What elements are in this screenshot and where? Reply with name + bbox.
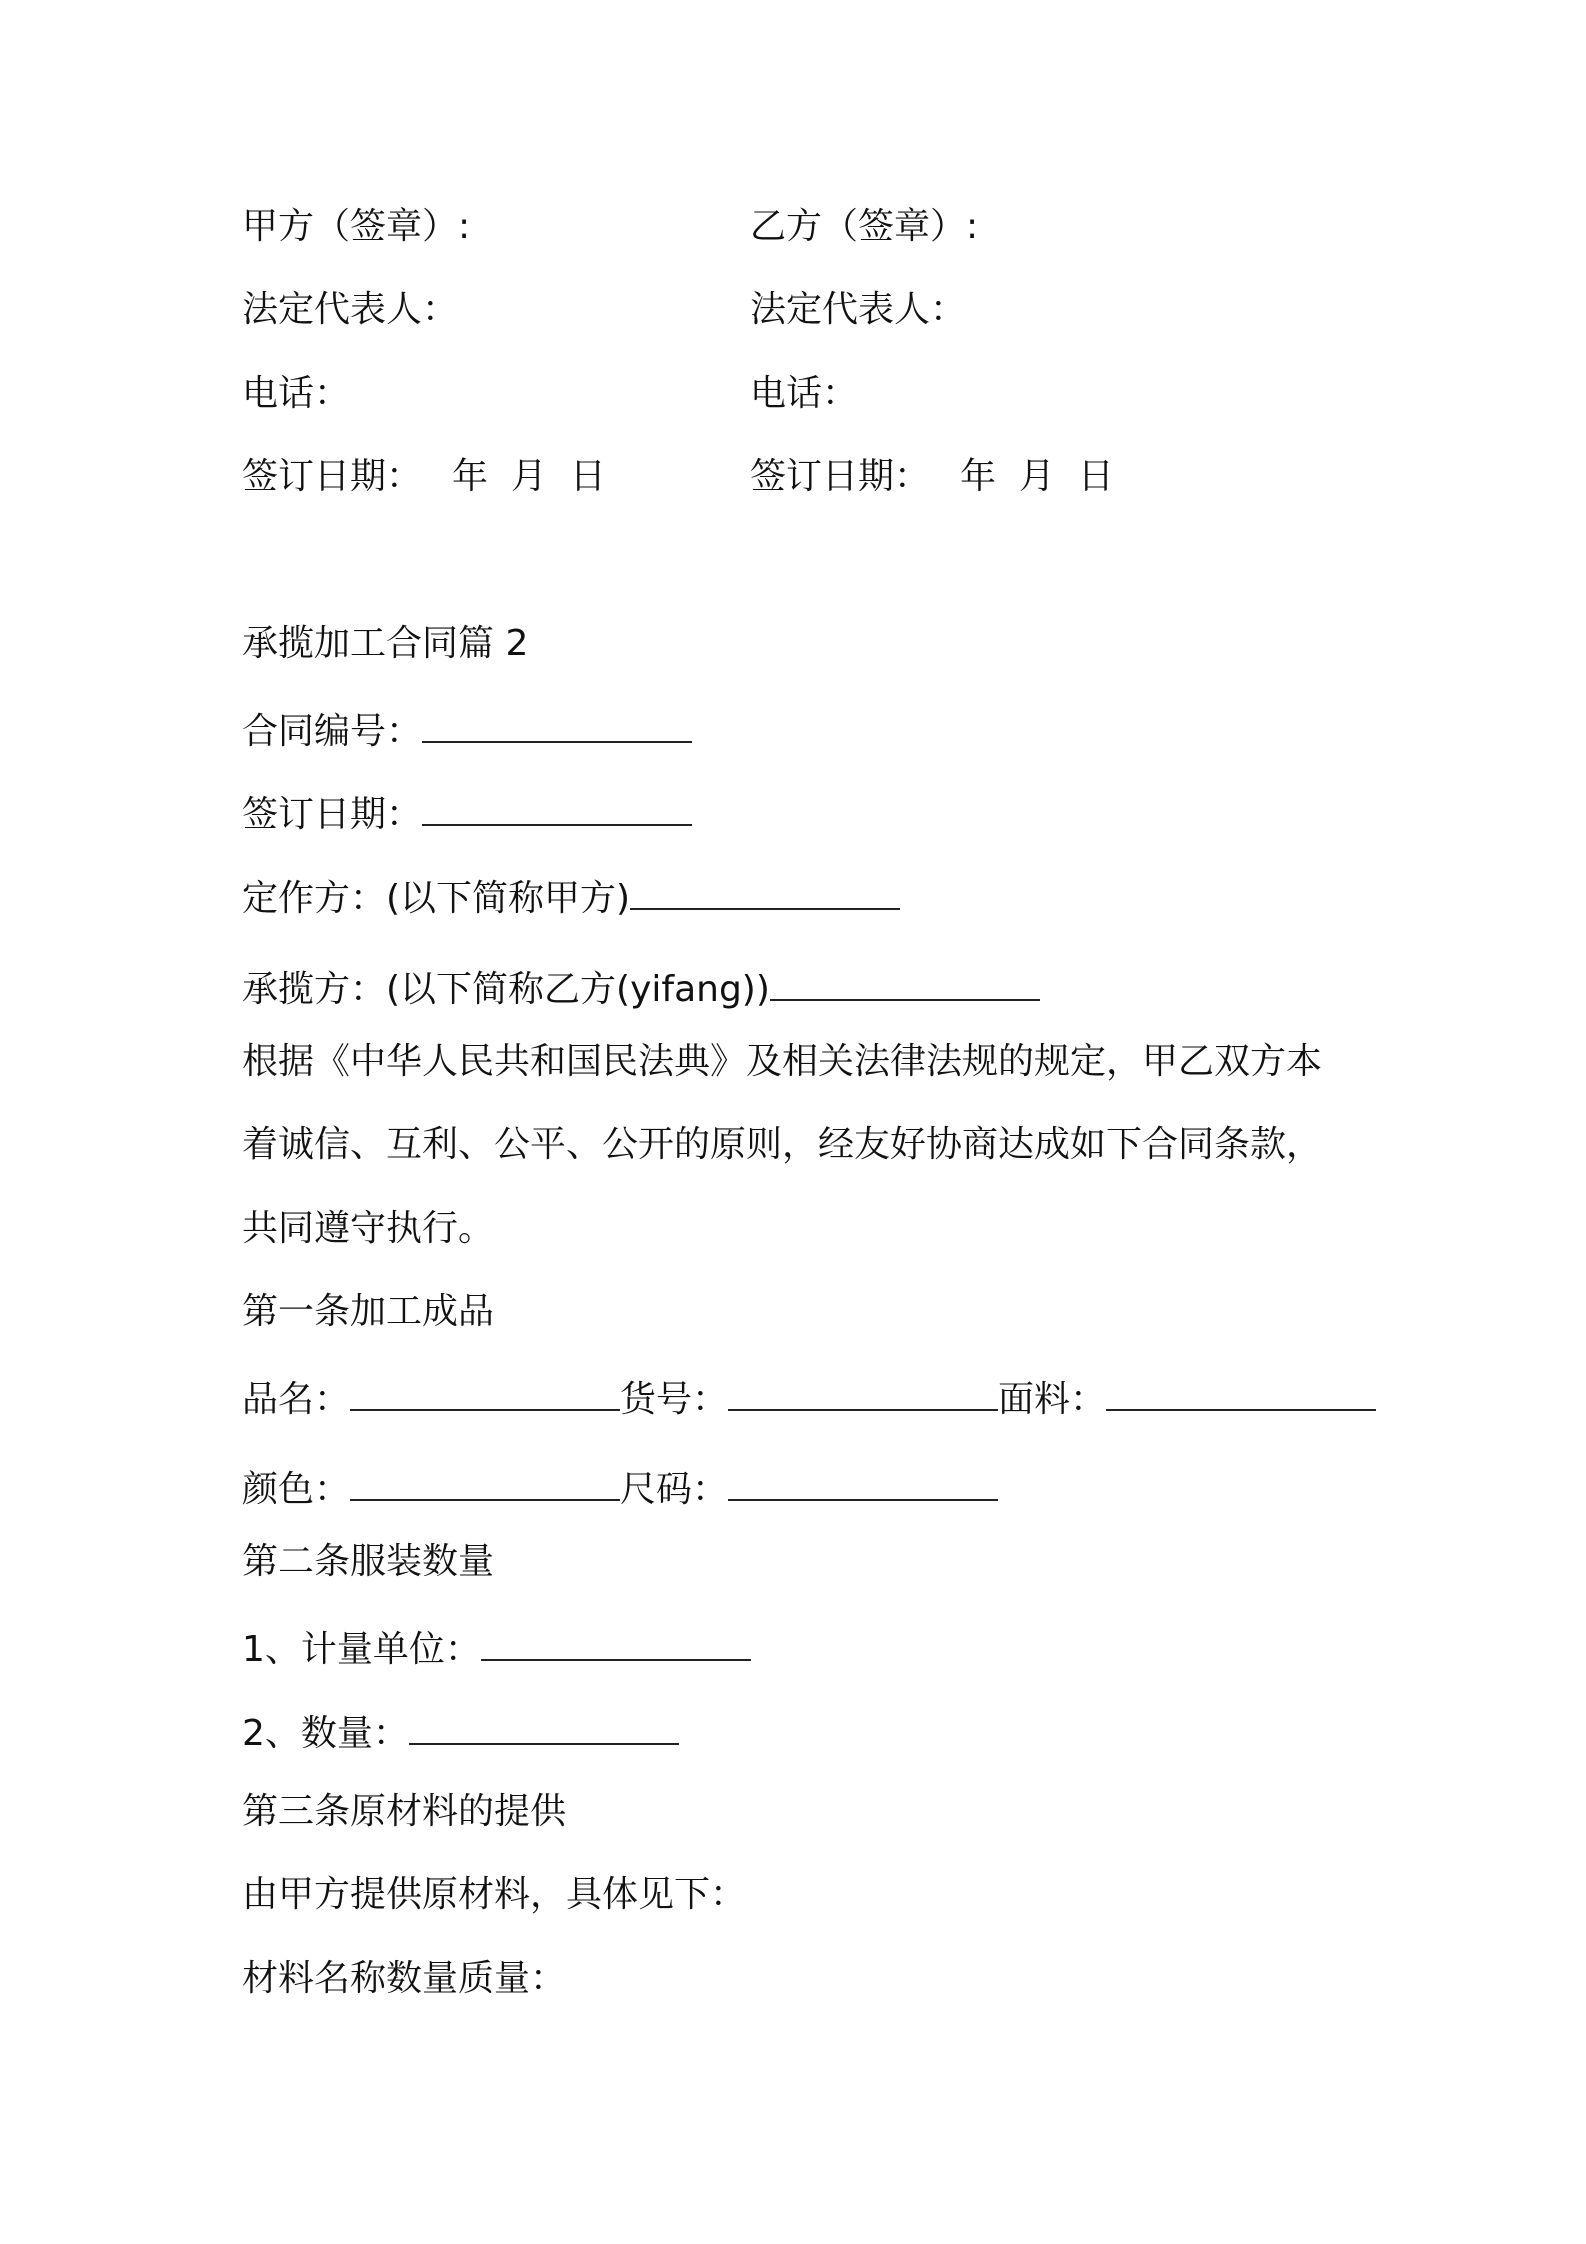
contract-title: 承揽加工合同篇 2 xyxy=(242,623,529,664)
sign-date-blank xyxy=(422,788,692,826)
party-a-month: 月 xyxy=(510,456,547,497)
product-line xyxy=(242,1373,1376,1421)
unit-blank xyxy=(481,1623,751,1661)
product-name-label: 品名： xyxy=(242,1379,351,1420)
quantity-label: 2、数量： xyxy=(242,1713,409,1754)
orderer-label: 定作方：(以下简称甲方) xyxy=(242,878,631,919)
party-b-phone-label: 电话： xyxy=(750,373,859,414)
party-b-date-label: 签订日期： xyxy=(750,456,931,497)
party-b-month: 月 xyxy=(1018,456,1055,497)
preamble-line-2: 着诚信、互利、公平、公开的原则，经友好协商达成如下合同条款， xyxy=(242,1124,1323,1165)
party-b-date xyxy=(750,455,1114,498)
party-a-date-label: 签订日期： xyxy=(242,456,423,497)
color-label: 颜色： xyxy=(242,1469,351,1510)
party-a-rep-label: 法定代表人： xyxy=(242,289,459,330)
orderer-line xyxy=(242,872,900,920)
article-3-title: 第三条原材料的提供 xyxy=(242,1791,567,1832)
contractor-blank xyxy=(770,963,1040,1001)
article-1-title: 第一条加工成品 xyxy=(242,1291,495,1332)
unit-label: 1、计量单位： xyxy=(242,1629,481,1670)
color-size-line xyxy=(242,1463,998,1511)
size-label: 尺码： xyxy=(620,1469,729,1510)
material-provided-text: 由甲方提供原材料，具体见下： xyxy=(242,1874,747,1915)
contractor-label: 承揽方：(以下简称乙方(yifang)) xyxy=(242,969,770,1010)
contractor-line xyxy=(242,963,1040,1011)
item-no-blank xyxy=(728,1373,998,1411)
party-b-day: 日 xyxy=(1077,456,1114,497)
party-a-date xyxy=(242,455,606,498)
quantity-line xyxy=(242,1707,679,1755)
contract-number-label: 合同编号： xyxy=(242,711,423,752)
fabric-blank xyxy=(1106,1373,1376,1411)
fabric-label: 面料： xyxy=(998,1379,1107,1420)
product-name-blank xyxy=(350,1373,620,1411)
quantity-blank xyxy=(409,1707,679,1745)
party-b-rep-label: 法定代表人： xyxy=(750,289,967,330)
article-2-title: 第二条服装数量 xyxy=(242,1541,495,1582)
party-a-phone-label: 电话： xyxy=(242,373,351,414)
item-no-label: 货号： xyxy=(620,1379,729,1420)
contract-number-blank xyxy=(422,705,692,743)
orderer-blank xyxy=(630,872,900,910)
size-blank xyxy=(728,1463,998,1501)
party-a-day: 日 xyxy=(569,456,606,497)
party-a-year: 年 xyxy=(452,456,489,497)
party-b-sign-label: 乙方（签章）: xyxy=(750,206,979,247)
sign-date-line xyxy=(242,788,692,836)
preamble-line-1: 根据《中华人民共和国民法典》及相关法律法规的规定，甲乙双方本 xyxy=(242,1041,1323,1082)
party-b-year: 年 xyxy=(960,456,997,497)
contract-number-line xyxy=(242,705,692,753)
unit-line xyxy=(242,1623,751,1671)
color-blank xyxy=(350,1463,620,1501)
sign-date-label: 签订日期： xyxy=(242,794,423,835)
material-table-label: 材料名称数量质量： xyxy=(242,1958,567,1999)
preamble-line-3: 共同遵守执行。 xyxy=(242,1208,495,1249)
party-a-sign-label: 甲方（签章）: xyxy=(242,206,471,247)
